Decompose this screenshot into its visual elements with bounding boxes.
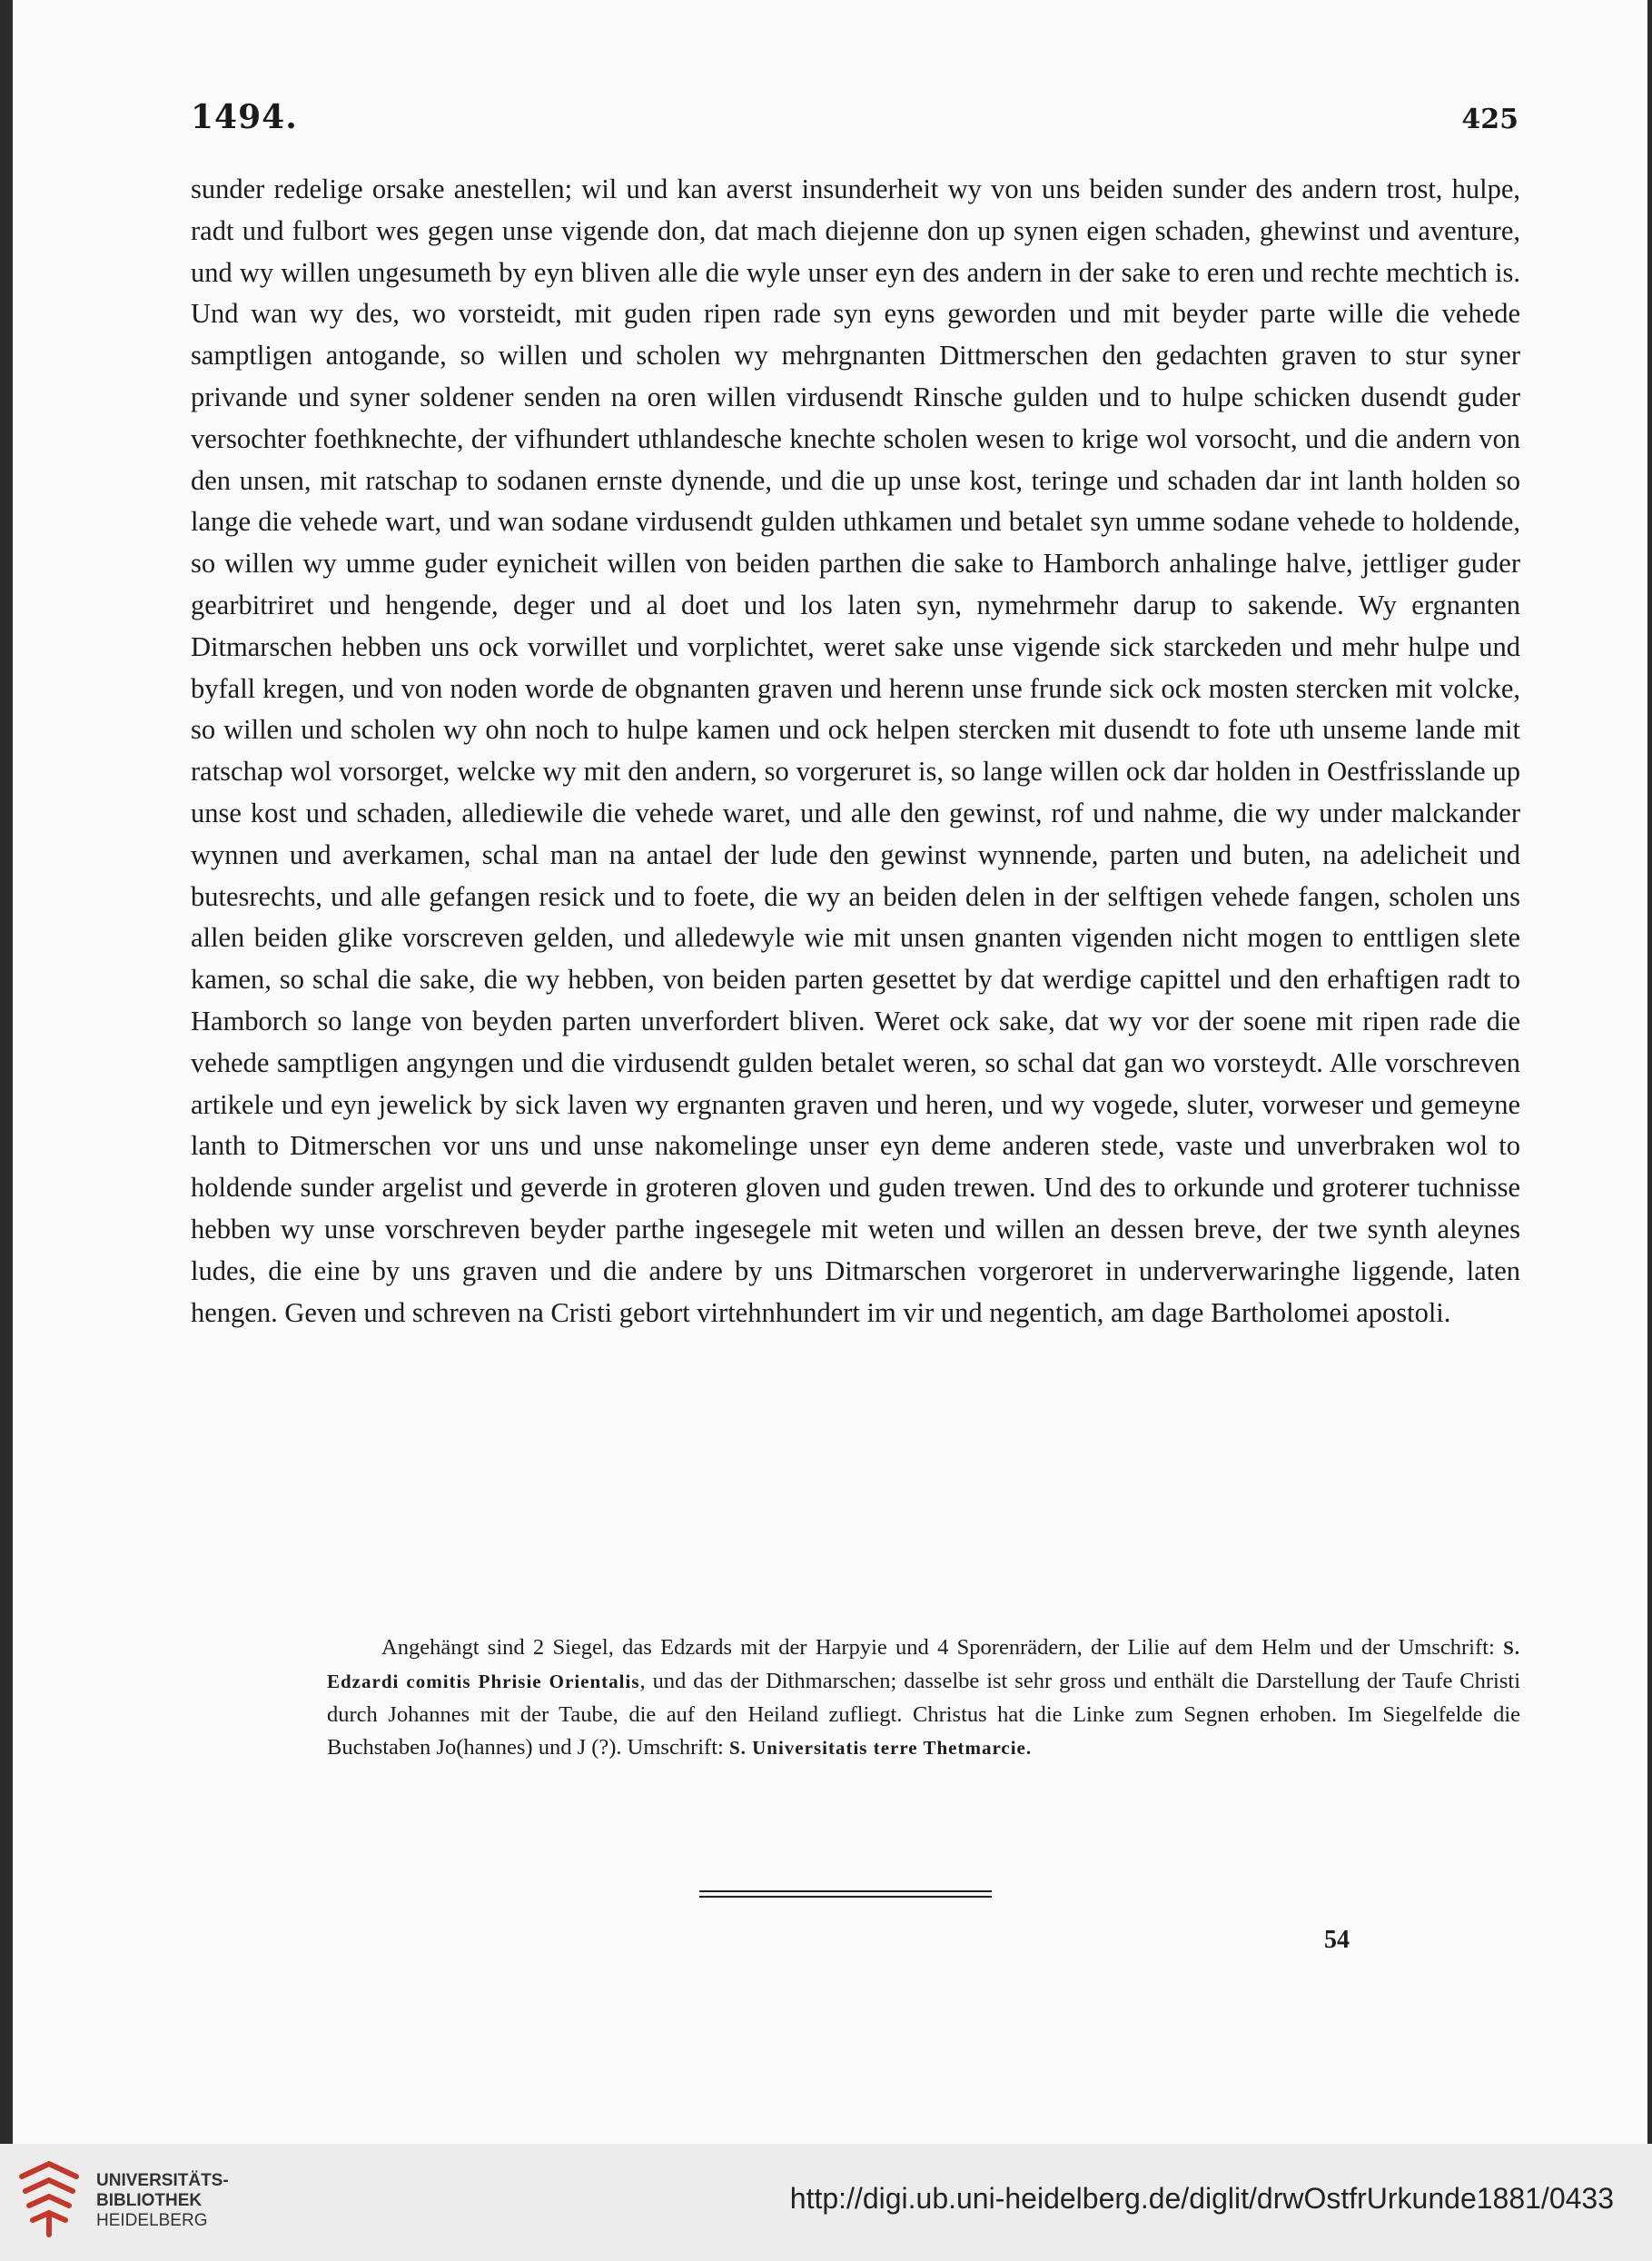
seal-inscription-dithmarschen: S. Universitatis terre Thetmarcie. — [728, 1737, 1033, 1760]
signature-mark: 54 — [1324, 1926, 1350, 1954]
header-year: 1494. — [191, 98, 298, 136]
editorial-note — [327, 1631, 1520, 1765]
document-body — [191, 169, 1520, 1334]
page-number: 425 — [1461, 104, 1518, 135]
body-paragraph: sunder redelige orsake anestellen; wil und kan averst insunderheit wy von uns beiden sunder des andern trost, hulpe, radt und fulbort wes gegen unse vigende don, dat mach diejenne don up synen eigen schaden, ghewinst und aventure, und wy willen ungesumeth by eyn bliven alle die wyle unser eyn des andern in der sake to eren und rechte mechtich is. Und wan wy des, wo vorsteidt, mit guden ripen rade syn eyns geworden und mit beyder parte wille die vehede samptligen antogande, so willen und scholen wy mehrgnanten Dittmerschen den gedachten graven to stur syner privande und syner soldener senden na oren willen virdusendt Rinsche gulden und to hulpe schicken dusendt guder versochter foethknechte, der vifhundert uthlandesche knechte scholen wesen to krige wol vorsocht, und die andern von den unsen, mit ratschap to sodanen ernste dynende, und die up unse kost, teringe und schaden dar int lanth holden so lange die vehede wart, und wan sodane virdusendt gulden uthkamen und betalet syn umme sodane vehede to holdende, so willen wy umme guder eynicheit willen von beiden parthen die sake to Hamborch anhalinge halve, jettliger guder gearbitriret und hengende, deger und al doet und los laten syn, nymehrmehr darup to sakende. Wy ergnanten Ditmarschen hebben uns ock vorwillet und vorplichtet, weret sake unse vigende sick starckeden und mehr hulpe und byfall kregen, und von noden worde de obgnanten graven und herenn unse frunde sick ock mosten stercken mit volcke, so willen und scholen wy ohn noch to hulpe kamen und ock helpen stercken mit dusendt to fote uth unseme lande mit ratschap wol vorsorget, welcke wy mit den andern, so vorgeruret is, so lange willen ock dar holden in Oestfrisslande up unse kost und schaden, allediewile die vehede waret, und alle den gewinst, rof und nahme, die wy under malckander wynnen und averkamen, schal man na antael der lude den gewinst wynnende, parten und buten, na adelicheit und butesrechts, und alle gefangen resick und to foete, die wy an beiden delen in der selftigen vehede fangen, scholen uns allen beiden glike vorscreven gelden, und alledewyle wie mit unsen gnanten vigenden nicht mogen to enttligen slete kamen, so schal die sake, die wy hebben, von beiden parten gesettet by dat werdige capittel und den erhaftigen radt to Hamborch so lange von beyden parten unverfordert bliven. Weret ock sake, dat wy vor der soene mit ripen rade die vehede samptligen angyngen und die virdusendt gulden betalet weren, so schal dat gan wo vorsteydt. Alle vorschreven artikele und eyn jewelick by sick laven wy ergnanten graven und heren, und wy vogede, sluter, vorweser und gemeyne lanth to Ditmerschen vor uns und unse nakomelinge unser eyn deme anderen stede, vaste und unverbraken wol to holdende sunder argelist und geverde in groteren gloven und guden trewen. Und des to orkunde und groterer tuchnisse hebben wy unse vorschreven beyder parthe ingesegele mit weten und willen an dessen breve, der twe synth aleynes ludes, die eine by uns graven und die andere by uns Ditmarschen vorgeroret in underverwaringhe liggende, laten hengen. Geven und schreven na Cristi gebort virtehnhundert im vir und negentich, am dage Bartholomei apostoli. — [191, 174, 1520, 1328]
library-name-line-1: UNIVERSITÄTS- — [96, 2171, 229, 2190]
note-text-part-1: Angehängt sind 2 Siegel, das Edzards mit der Harpyie und 4 Sporenrädern, der Lilie auf dem Helm und der Umschrift: — [381, 1635, 1495, 1660]
library-name — [96, 2171, 229, 2231]
library-name-line-2: BIBLIOTHEK — [96, 2191, 203, 2210]
seal-inscription-edzard: S. Edzardi comitis Phrisie Orientalis — [327, 1637, 1521, 1692]
library-footer — [0, 2144, 1652, 2261]
note-paragraph — [327, 1631, 1520, 1765]
double-rule-top — [699, 1890, 992, 1892]
scanned-page — [13, 0, 1647, 2144]
library-name-line-3: HEIDELBERG — [96, 2211, 208, 2230]
note-text-part-2: , und das der Dithmarschen; dasselbe ist sehr gross und enthält die Darstellung der Taufe Christi durch Johannes mit der Taube, die auf den Heiland zufliegt. Christus hat die Linke zum Segnen erhoben. Im Siegelfelde die Buchstaben Jo(hannes) und J (?). Umschrift: — [327, 1668, 1521, 1760]
library-logo-icon[interactable] — [16, 2158, 82, 2240]
running-header — [191, 98, 1518, 136]
permalink-url[interactable]: http://digi.ub.uni-heidelberg.de/diglit/drwOstfrUrkunde1881/0433 — [789, 2182, 1614, 2215]
double-rule-bottom — [699, 1896, 992, 1898]
